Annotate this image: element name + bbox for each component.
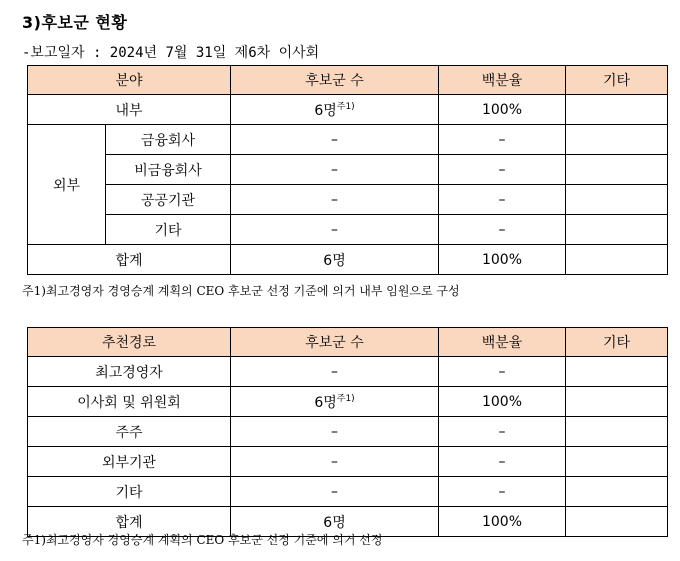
- count-cell: –: [231, 155, 439, 185]
- other-cell: [566, 477, 668, 507]
- other-cell: [566, 387, 668, 417]
- other-cell: [566, 215, 668, 245]
- percent-cell: –: [439, 185, 566, 215]
- row-label: 주주: [28, 417, 231, 447]
- footnote-marker: 주1): [336, 102, 355, 112]
- table-row: [28, 357, 668, 387]
- header-route: 추천경로: [28, 328, 231, 357]
- footnote: 주1)최고경영자 경영승계 계획의 CEO 후보군 선정 기준에 의거 선정: [22, 533, 383, 547]
- other-cell: [566, 417, 668, 447]
- count-cell: 6명: [231, 245, 439, 275]
- count-cell: –: [231, 477, 439, 507]
- other-cell: [566, 357, 668, 387]
- report-date: -보고일자 : 2024년 7월 31일 제6차 이사회: [22, 45, 320, 61]
- footnote-marker: 주1): [336, 394, 355, 404]
- other-cell: [566, 185, 668, 215]
- table-row: [28, 477, 668, 507]
- table-row: [28, 447, 668, 477]
- candidate-by-route-table: [27, 327, 668, 537]
- header-count: 후보군 수: [231, 66, 439, 95]
- row-label: 이사회 및 위원회: [28, 387, 231, 417]
- table-header-row: [28, 328, 668, 357]
- count-cell: 6명: [231, 507, 439, 537]
- count-value: 6명: [314, 395, 337, 411]
- other-cell: [566, 447, 668, 477]
- row-label: 외부기관: [28, 447, 231, 477]
- percent-cell: 100%: [439, 387, 566, 417]
- group-label-external: 외부: [28, 125, 106, 245]
- table-row: [28, 417, 668, 447]
- percent-cell: –: [439, 477, 566, 507]
- other-cell: [566, 245, 668, 275]
- count-cell: –: [231, 447, 439, 477]
- count-cell: –: [231, 357, 439, 387]
- table-row-total: [28, 245, 668, 275]
- percent-cell: –: [439, 125, 566, 155]
- table-row-external: [28, 215, 668, 245]
- count-cell: –: [231, 417, 439, 447]
- row-label: 기타: [106, 215, 231, 245]
- percent-cell: –: [439, 447, 566, 477]
- count-cell: [231, 387, 439, 417]
- row-label: 내부: [28, 95, 231, 125]
- header-other: 기타: [566, 66, 668, 95]
- section-title: 3)후보군 현황: [22, 13, 128, 32]
- row-label: 기타: [28, 477, 231, 507]
- count-cell: [231, 95, 439, 125]
- header-percent: 백분율: [439, 328, 566, 357]
- table-row-external: [28, 155, 668, 185]
- row-label: 최고경영자: [28, 357, 231, 387]
- other-cell: [566, 125, 668, 155]
- table-row-external: [28, 125, 668, 155]
- header-other: 기타: [566, 328, 668, 357]
- percent-cell: –: [439, 417, 566, 447]
- table-row-internal: [28, 95, 668, 125]
- percent-cell: –: [439, 155, 566, 185]
- row-label: 공공기관: [106, 185, 231, 215]
- count-cell: –: [231, 215, 439, 245]
- count-value: 6명: [314, 103, 337, 119]
- row-label: 합계: [28, 507, 231, 537]
- other-cell: [566, 155, 668, 185]
- percent-cell: 100%: [439, 95, 566, 125]
- percent-cell: 100%: [439, 245, 566, 275]
- count-cell: –: [231, 185, 439, 215]
- candidate-by-field-table: [27, 65, 668, 275]
- header-count: 후보군 수: [231, 328, 439, 357]
- percent-cell: –: [439, 357, 566, 387]
- header-field: 분야: [28, 66, 231, 95]
- footnote: 주1)최고경영자 경영승계 계획의 CEO 후보군 선정 기준에 의거 내부 임원으로 구성: [22, 284, 460, 298]
- table-header-row: [28, 66, 668, 95]
- count-cell: –: [231, 125, 439, 155]
- row-label: 합계: [28, 245, 231, 275]
- percent-cell: 100%: [439, 507, 566, 537]
- percent-cell: –: [439, 215, 566, 245]
- other-cell: [566, 507, 668, 537]
- table-row: [28, 387, 668, 417]
- other-cell: [566, 95, 668, 125]
- header-percent: 백분율: [439, 66, 566, 95]
- row-label: 금융회사: [106, 125, 231, 155]
- row-label: 비금융회사: [106, 155, 231, 185]
- table-row-external: [28, 185, 668, 215]
